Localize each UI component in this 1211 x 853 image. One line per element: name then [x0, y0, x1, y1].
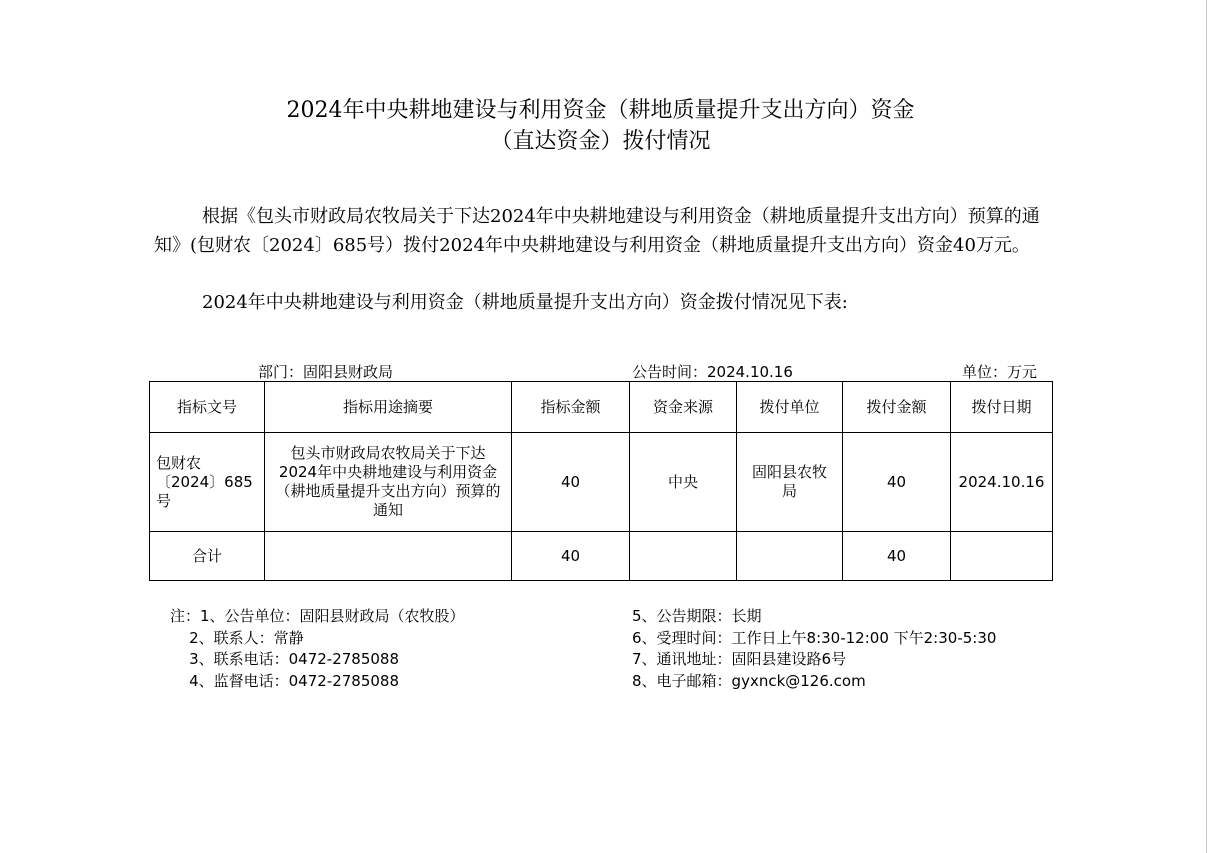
- total-label: 合计: [150, 532, 265, 581]
- department-label: 部门：固阳县财政局: [258, 363, 394, 381]
- announce-time-label: 公告时间：2024.10.16: [632, 363, 793, 381]
- title-line-2: （直达资金）拨付情况: [490, 129, 711, 154]
- cell-summary: 包头市财政局农牧局关于下达2024年中央耕地建设与利用资金（耕地质量提升支出方向）预算的通知: [265, 433, 512, 532]
- note-item: 4、监督电话：0472-2785088: [170, 671, 400, 690]
- total-paid: 40: [843, 532, 951, 581]
- header-amount: 指标金额: [512, 382, 630, 433]
- note-item: 3、联系电话：0472-2785088: [170, 650, 400, 668]
- note-item: 2、联系人：常静: [170, 628, 304, 647]
- header-source: 资金来源: [630, 382, 737, 433]
- table-total-row: [150, 532, 1053, 581]
- cell-source: 中央: [630, 433, 737, 532]
- table-row: [150, 433, 1053, 532]
- unit-label: 单位：万元: [962, 363, 1038, 381]
- note-item: 5、公告期限：长期: [632, 607, 762, 625]
- header-date: 拨付日期: [951, 382, 1053, 433]
- header-doc-no: 指标文号: [150, 382, 265, 433]
- grant-table: [149, 381, 1053, 581]
- table-intro-paragraph: 2024年中央耕地建设与利用资金（耕地质量提升支出方向）资金拨付情况见下表:: [202, 292, 848, 313]
- total-amount: 40: [512, 532, 630, 581]
- total-summary-empty: [265, 532, 512, 581]
- total-date-empty: [951, 532, 1053, 581]
- cell-unit: 固阳县农牧局: [737, 433, 843, 532]
- header-unit: 拨付单位: [737, 382, 843, 433]
- note-item: 8、电子邮箱：gyxnck@126.com: [632, 671, 866, 690]
- table-header-row: [150, 382, 1053, 433]
- header-paid: 拨付金额: [843, 382, 951, 433]
- intro-paragraph: 根据《包头市财政局农牧局关于下达2024年中央耕地建设与利用资金（耕地质量提升支出方向）预算的通知》(包财农〔2024〕685号）拨付2024年中央耕地建设与利用资金（耕地质量提升支出方向）资金40万元。: [154, 206, 1040, 256]
- total-source-empty: [630, 532, 737, 581]
- total-unit-empty: [737, 532, 843, 581]
- note-item: 6、受理时间：工作日上午8:30-12:00 下午2:30-5:30: [632, 628, 997, 647]
- title-line-1: 2024年中央耕地建设与利用资金（耕地质量提升支出方向）资金: [286, 98, 915, 123]
- notes-right: [632, 606, 996, 692]
- notes-left: [170, 606, 465, 692]
- note-item: 注：1、公告单位：固阳县财政局（农牧股）: [170, 607, 465, 625]
- cell-doc-no: 包财农〔2024〕685号: [150, 433, 265, 532]
- cell-paid: 40: [843, 433, 951, 532]
- cell-amount: 40: [512, 433, 630, 532]
- header-summary: 指标用途摘要: [265, 382, 512, 433]
- page-edge: [1206, 0, 1207, 853]
- cell-date: 2024.10.16: [951, 433, 1053, 532]
- note-item: 7、通讯地址：固阳县建设路6号: [632, 650, 847, 668]
